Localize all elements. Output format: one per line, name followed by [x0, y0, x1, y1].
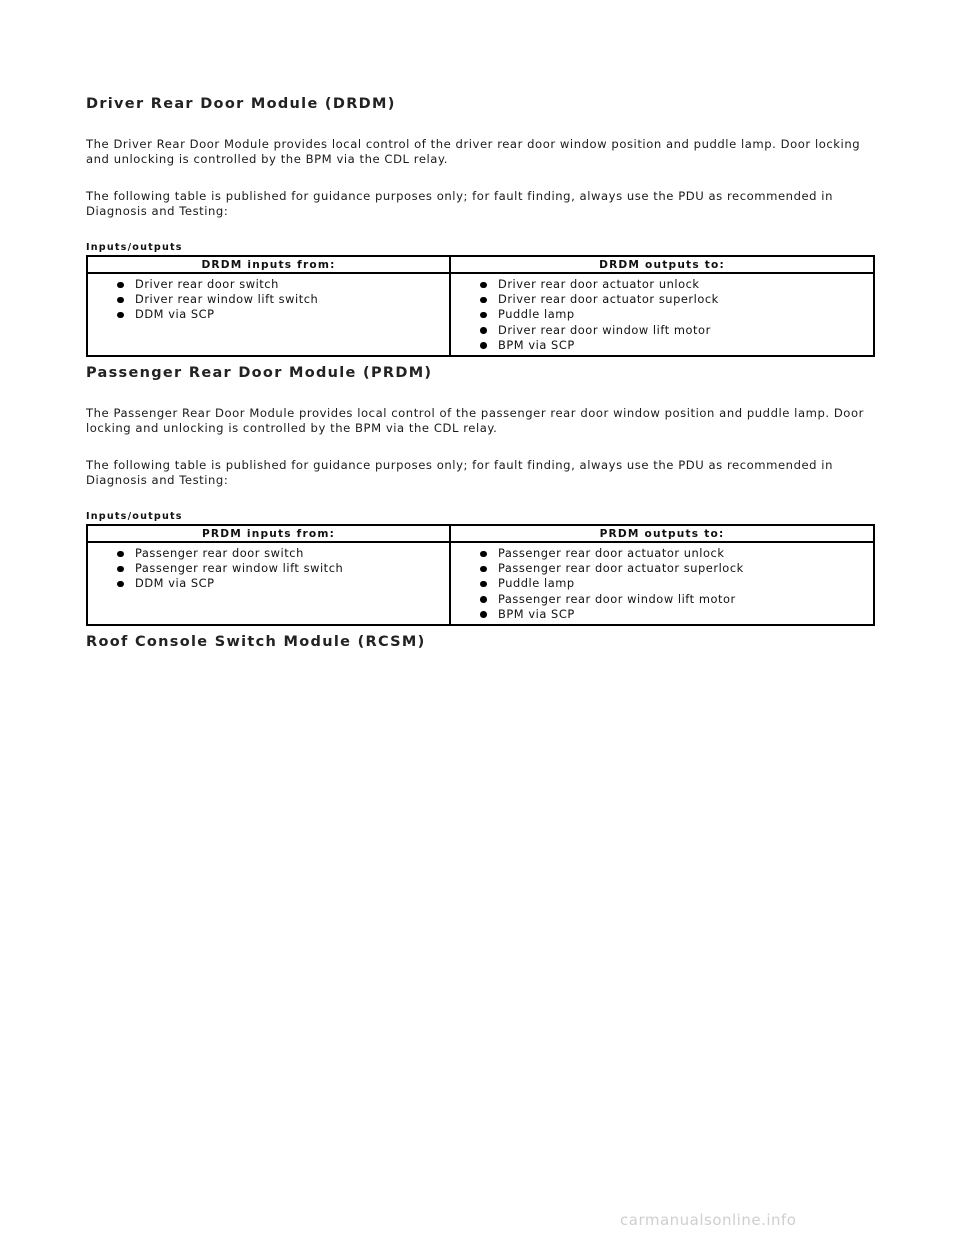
table-row	[87, 273, 874, 356]
bullet-icon	[117, 297, 124, 304]
drdm-outputs-list	[451, 277, 873, 353]
bullet-icon	[117, 282, 124, 289]
list-item: Driver rear door window lift motor	[480, 323, 873, 338]
prdm-description	[86, 406, 886, 436]
drdm-guidance-line1: The following table is published for guidance purposes only; for fault finding, always use the PDU as recommended in	[86, 189, 833, 203]
prdm-table-caption: Inputs/outputs	[86, 511, 183, 522]
prdm-heading: Passenger Rear Door Module (PRDM)	[86, 365, 433, 381]
list-item: Passenger rear door switch	[117, 546, 449, 561]
list-item: Passenger rear door actuator unlock	[480, 546, 873, 561]
prdm-outputs-header: PRDM outputs to:	[450, 525, 874, 542]
bullet-icon	[480, 312, 487, 319]
drdm-guidance-note	[86, 189, 886, 219]
drdm-guidance-line2: Diagnosis and Testing:	[86, 204, 229, 218]
list-item: DDM via SCP	[117, 576, 449, 591]
drdm-inputs-header: DRDM inputs from:	[87, 256, 450, 273]
drdm-inputs-list	[88, 277, 449, 323]
drdm-table-caption: Inputs/outputs	[86, 242, 183, 253]
table-header-row	[87, 256, 874, 273]
drdm-io-table	[86, 255, 875, 357]
bullet-icon	[480, 297, 487, 304]
prdm-inputs-cell	[87, 542, 450, 625]
list-item: Passenger rear door actuator superlock	[480, 561, 873, 576]
prdm-description-line2: locking and unlocking is controlled by the BPM via the CDL relay.	[86, 421, 498, 435]
list-item: Puddle lamp	[480, 307, 873, 322]
list-item: BPM via SCP	[480, 607, 873, 622]
bullet-icon	[117, 566, 124, 573]
prdm-guidance-line2: Diagnosis and Testing:	[86, 473, 229, 487]
prdm-outputs-cell	[450, 542, 874, 625]
table-header-row	[87, 525, 874, 542]
watermark: carmanualsonline.info	[620, 1211, 797, 1229]
bullet-icon	[480, 596, 487, 603]
bullet-icon	[117, 312, 124, 319]
table-row	[87, 542, 874, 625]
bullet-icon	[480, 282, 487, 289]
drdm-inputs-cell	[87, 273, 450, 356]
list-item: DDM via SCP	[117, 307, 449, 322]
prdm-inputs-header: PRDM inputs from:	[87, 525, 450, 542]
drdm-description-line1: The Driver Rear Door Module provides local control of the driver rear door window position and puddle lamp. Door locking	[86, 137, 861, 151]
bullet-icon	[480, 611, 487, 618]
list-item: Driver rear door switch	[117, 277, 449, 292]
list-item: BPM via SCP	[480, 338, 873, 353]
drdm-outputs-header: DRDM outputs to:	[450, 256, 874, 273]
prdm-guidance-note	[86, 458, 886, 488]
rcsm-heading: Roof Console Switch Module (RCSM)	[86, 634, 426, 650]
bullet-icon	[117, 551, 124, 558]
bullet-icon	[480, 342, 487, 349]
list-item: Driver rear window lift switch	[117, 292, 449, 307]
bullet-icon	[480, 566, 487, 573]
bullet-icon	[480, 327, 487, 334]
drdm-heading: Driver Rear Door Module (DRDM)	[86, 96, 396, 112]
list-item: Passenger rear door window lift motor	[480, 592, 873, 607]
list-item: Passenger rear window lift switch	[117, 561, 449, 576]
prdm-io-table	[86, 524, 875, 626]
drdm-outputs-cell	[450, 273, 874, 356]
bullet-icon	[480, 551, 487, 558]
prdm-outputs-list	[451, 546, 873, 622]
list-item: Puddle lamp	[480, 576, 873, 591]
bullet-icon	[117, 581, 124, 588]
drdm-description-line2: and unlocking is controlled by the BPM via the CDL relay.	[86, 152, 448, 166]
prdm-inputs-list	[88, 546, 449, 592]
bullet-icon	[480, 581, 487, 588]
list-item: Driver rear door actuator superlock	[480, 292, 873, 307]
list-item: Driver rear door actuator unlock	[480, 277, 873, 292]
prdm-description-line1: The Passenger Rear Door Module provides local control of the passenger rear door window position and puddle lamp. Door	[86, 406, 864, 420]
prdm-guidance-line1: The following table is published for guidance purposes only; for fault finding, always use the PDU as recommended in	[86, 458, 833, 472]
drdm-description	[86, 137, 886, 167]
